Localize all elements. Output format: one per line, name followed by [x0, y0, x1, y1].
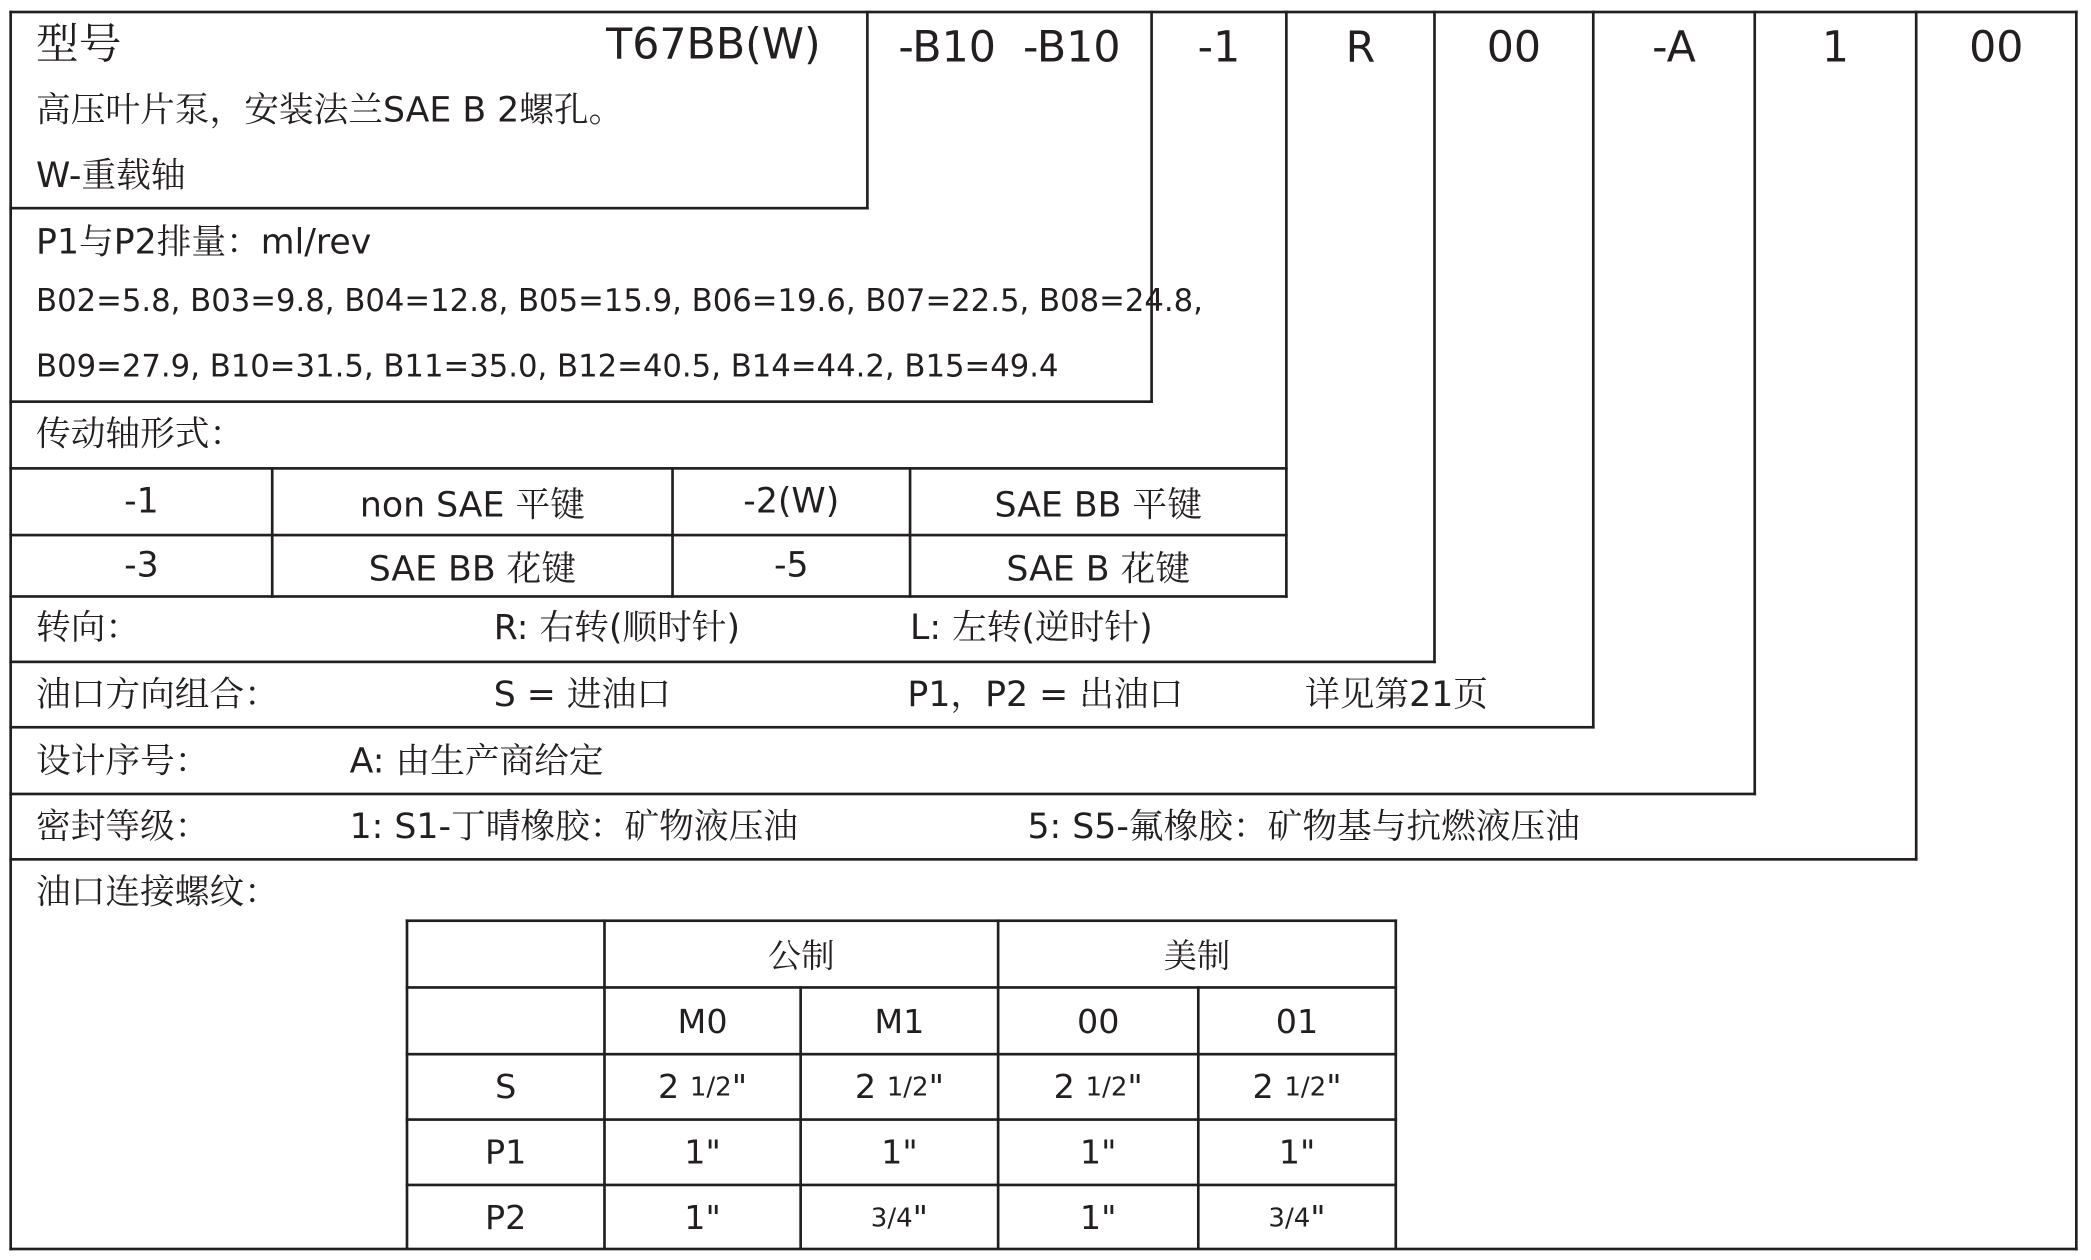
code-design: -A	[1652, 21, 1696, 73]
code-seal: 1	[1821, 21, 1850, 73]
rule	[1915, 11, 1918, 861]
thread-column-header: M1	[874, 1001, 925, 1041]
thread-size-cell: 1 "	[1278, 1132, 1316, 1172]
code-rotation: R	[1345, 21, 1376, 73]
thread-size-cell: 3/4 "	[870, 1197, 928, 1237]
model-label: 型号	[36, 18, 122, 70]
pump-description: 高压叶片泵，安装法兰SAE B 2螺孔。	[36, 90, 624, 131]
shaft-title: 传动轴形式：	[36, 414, 245, 456]
thread-size-cell: 2 1/2 "	[854, 1067, 944, 1107]
design-label: 设计序号：	[36, 741, 210, 782]
rule	[9, 207, 868, 210]
thread-size-cell: 1 "	[881, 1132, 918, 1172]
rule	[9, 793, 1756, 796]
shaft-note: W-重载轴	[36, 156, 186, 197]
rule	[9, 661, 1435, 664]
shaft-option-desc: SAE BB 平键	[994, 485, 1202, 526]
rule	[9, 858, 1917, 861]
thread-group-metric: 公制	[767, 936, 835, 976]
code-thread: 00	[1969, 21, 2024, 73]
shaft-option-desc: SAE BB 花键	[368, 549, 577, 590]
code-displacement: -B10 -B10	[898, 21, 1121, 73]
thread-size-cell: 1 "	[1079, 1132, 1117, 1172]
rotation-right: R: 右转(顺时针)	[493, 608, 741, 649]
thread-row-label: S	[495, 1067, 517, 1107]
shaft-option-code: -2(W)	[743, 481, 840, 522]
shaft-option-desc: non SAE 平键	[359, 485, 585, 526]
thread-column-header: 00	[1076, 1001, 1120, 1041]
rotation-left: L: 左转(逆时针)	[910, 608, 1153, 649]
shaft-option-code: -3	[124, 545, 159, 586]
rule	[9, 11, 12, 1251]
code-shaft: -1	[1197, 21, 1241, 73]
shaft-option-desc: SAE B 花键	[1006, 549, 1190, 590]
displacement-values-1: B02=5.8, B03=9.8, B04=12.8, B05=15.9, B06=19.6, B07=22.5, B08=24.8,	[36, 284, 1203, 319]
rule	[9, 1248, 2077, 1251]
thread-size-cell: 3/4 "	[1268, 1197, 1326, 1237]
thread-size-cell: 1 "	[684, 1197, 721, 1237]
thread-size-cell: 1 "	[684, 1132, 721, 1172]
shaft-option-code: -1	[124, 481, 159, 522]
port-orientation-outlet: P1，P2 = 出油口	[907, 675, 1184, 716]
rule	[9, 595, 1287, 598]
thread-column-header: 01	[1275, 1001, 1319, 1041]
rule	[2075, 11, 2078, 1251]
rule	[9, 726, 1594, 729]
rule	[9, 400, 1153, 403]
thread-size-cell: 2 1/2 "	[1252, 1067, 1342, 1107]
rule	[1753, 11, 1756, 796]
seal-option-1: 1: S1-丁晴橡胶：矿物液压油	[349, 807, 798, 848]
seal-label: 密封等级：	[36, 807, 210, 848]
thread-column-header: M0	[677, 1001, 728, 1041]
design-value: A: 由生产商给定	[349, 741, 604, 782]
port-orientation-inlet: S = 进油口	[493, 675, 671, 716]
thread-row-label: P1	[485, 1132, 527, 1172]
thread-label: 油口连接螺纹：	[36, 872, 279, 913]
thread-size-cell: 2 1/2 "	[1053, 1067, 1143, 1107]
thread-row-label: P2	[485, 1197, 527, 1237]
model-code: T67BB(W)	[606, 18, 821, 70]
shaft-option-code: -5	[773, 545, 809, 586]
rule	[1592, 11, 1595, 729]
seal-option-5: 5: S5-氟橡胶：矿物基与抗燃液压油	[1027, 807, 1580, 848]
thread-size-cell: 2 1/2 "	[658, 1067, 748, 1107]
rotation-label: 转向：	[36, 608, 141, 649]
displacement-title: P1与P2排量：ml/rev	[36, 222, 372, 263]
thread-group-us: 美制	[1163, 936, 1231, 976]
thread-size-cell: 1 "	[1079, 1197, 1117, 1237]
rule	[1433, 11, 1436, 664]
displacement-values-2: B09=27.9, B10=31.5, B11=35.0, B12=40.5, B14=44.2, B15=49.4	[36, 349, 1059, 385]
port-orientation-label: 油口方向组合：	[36, 675, 279, 716]
code-port-orientation: 00	[1486, 21, 1542, 73]
port-orientation-ref: 详见第21页	[1305, 675, 1488, 716]
rule	[1394, 919, 1397, 1249]
rule	[1285, 11, 1288, 598]
